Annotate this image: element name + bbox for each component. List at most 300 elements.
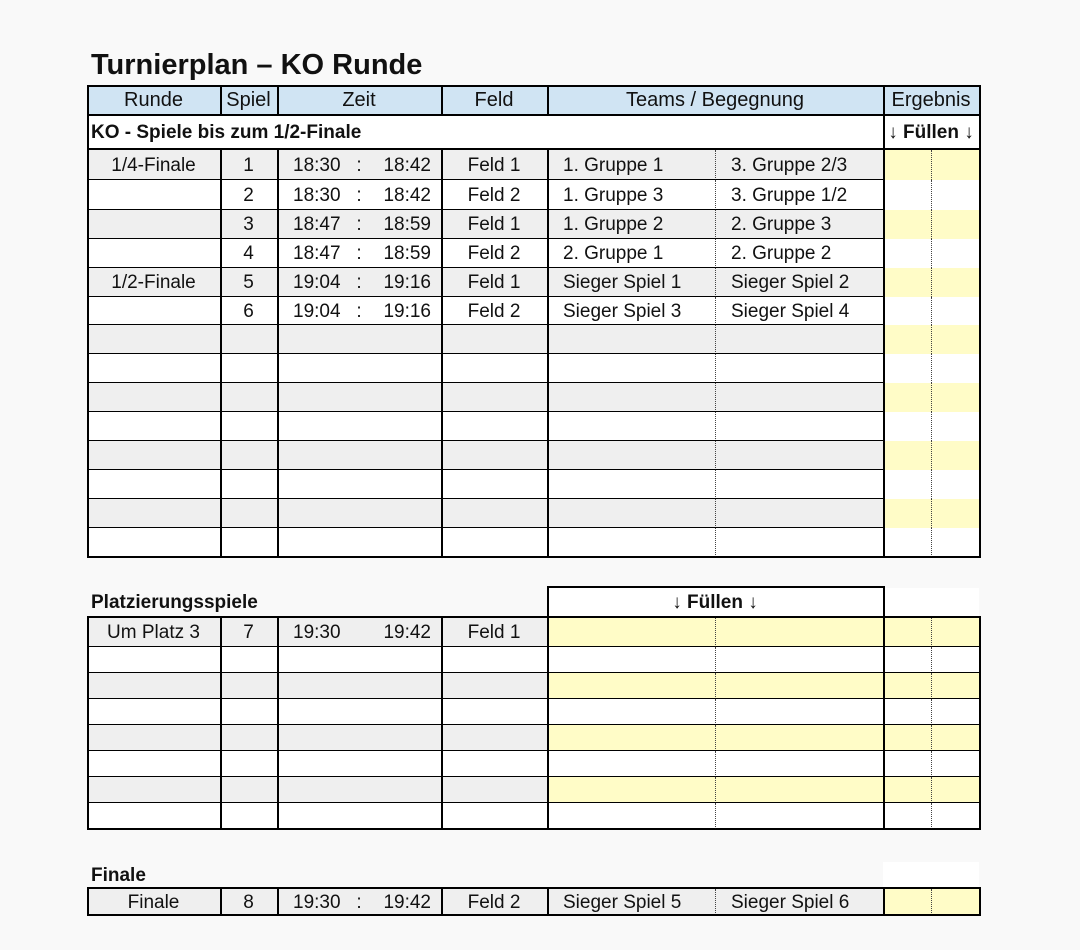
spiel-cell (220, 412, 277, 441)
team-1-cell[interactable] (547, 618, 715, 647)
team-2-cell: 2. Gruppe 2 (715, 239, 883, 268)
feld-cell: Feld 1 (441, 268, 547, 297)
dotted-divider (931, 325, 932, 354)
runde-cell (87, 647, 220, 673)
end-time: 19:42 (383, 891, 431, 913)
team-2-cell (715, 470, 883, 499)
ko-label-blank (441, 116, 883, 148)
team-1-cell (547, 470, 715, 499)
team-1-cell (547, 528, 715, 557)
end-time: 19:16 (383, 300, 431, 322)
team-2-cell: 2. Gruppe 3 (715, 210, 883, 239)
runde-cell: Um Platz 3 (87, 618, 220, 647)
score-1-input[interactable] (883, 499, 931, 528)
dotted-divider (931, 412, 932, 441)
team-1-cell: Sieger Spiel 5 (547, 889, 715, 915)
runde-cell (87, 325, 220, 354)
score-2-input[interactable] (931, 354, 979, 383)
dotted-divider (715, 499, 716, 528)
zeit-cell (277, 751, 441, 777)
dotted-divider (715, 889, 716, 915)
zeit-cell (277, 725, 441, 751)
zeit-cell (277, 470, 441, 499)
platz-section-label: Platzierungsspiele (91, 591, 258, 613)
grid-line (87, 527, 885, 528)
runde-cell (87, 180, 220, 210)
grid-line (979, 887, 981, 916)
feld-cell (441, 673, 547, 699)
feld-cell: Feld 1 (441, 150, 547, 180)
spiel-cell (220, 777, 277, 803)
feld-cell: Feld 1 (441, 618, 547, 647)
spiel-cell: 4 (220, 239, 277, 268)
dotted-divider (931, 647, 932, 673)
runde-cell: 1/2-Finale (87, 268, 220, 297)
score-1-input[interactable] (883, 354, 931, 383)
score-1-input[interactable] (883, 699, 931, 725)
zeit-cell (277, 325, 441, 354)
score-2-input[interactable] (931, 618, 979, 647)
score-2-input[interactable] (931, 150, 979, 180)
runde-cell (87, 528, 220, 557)
team-2-cell[interactable] (715, 673, 883, 699)
feld-cell (441, 647, 547, 673)
team-1-cell: Sieger Spiel 1 (547, 268, 715, 297)
end-time: 18:59 (383, 214, 431, 235)
dotted-divider (931, 777, 932, 803)
platz-ergebnis-blank (883, 588, 979, 616)
time-separator: : (356, 243, 362, 264)
score-2-input[interactable] (931, 470, 979, 499)
team-1-cell (547, 325, 715, 354)
score-2-input[interactable] (931, 528, 979, 557)
team-1-cell (547, 354, 715, 383)
start-time: 19:30 (293, 891, 341, 913)
runde-cell (87, 412, 220, 441)
grid-line (547, 85, 549, 116)
grid-line (547, 616, 549, 830)
team-1-cell (547, 441, 715, 470)
start-time: 18:47 (293, 243, 341, 264)
grid-line (87, 85, 89, 558)
grid-line (87, 353, 885, 354)
start-time: 18:30 (293, 184, 341, 206)
dotted-divider (931, 470, 932, 499)
team-2-cell[interactable] (715, 618, 883, 647)
grid-line (220, 616, 222, 830)
spiel-cell (220, 528, 277, 557)
grid-line (87, 887, 89, 916)
team-1-cell: 2. Gruppe 1 (547, 239, 715, 268)
spiel-cell: 2 (220, 180, 277, 210)
grid-line (979, 85, 981, 558)
end-time: 18:42 (383, 154, 431, 176)
score-2-input[interactable] (931, 889, 979, 915)
grid-line (883, 586, 885, 618)
score-1-input[interactable] (883, 268, 931, 297)
team-2-cell (715, 528, 883, 557)
score-1-input[interactable] (883, 751, 931, 777)
header-ergebnis: Ergebnis (883, 86, 979, 114)
header-spiel: Spiel (220, 86, 277, 114)
grid-line (277, 887, 279, 916)
team-2-cell (715, 699, 883, 725)
runde-cell: Finale (87, 889, 220, 915)
score-1-input[interactable] (883, 618, 931, 647)
team-2-cell: Sieger Spiel 6 (715, 889, 883, 915)
dotted-divider (931, 499, 932, 528)
grid-line (87, 179, 885, 180)
zeit-cell (277, 673, 441, 699)
grid-line (979, 616, 981, 830)
time-separator: : (356, 891, 362, 913)
dotted-divider (931, 751, 932, 777)
zeit-cell (277, 441, 441, 470)
zeit-cell (277, 699, 441, 725)
spiel-cell: 1 (220, 150, 277, 180)
feld-cell (441, 470, 547, 499)
grid-line (87, 411, 885, 412)
runde-cell (87, 441, 220, 470)
time-separator: : (356, 272, 362, 293)
spiel-cell (220, 383, 277, 412)
score-1-input[interactable] (883, 325, 931, 354)
grid-line (883, 85, 885, 558)
dotted-divider (931, 354, 932, 383)
team-2-cell (715, 354, 883, 383)
spiel-cell: 8 (220, 889, 277, 915)
score-2-input[interactable] (931, 777, 979, 803)
start-time: 18:47 (293, 214, 341, 235)
score-1-input[interactable] (883, 180, 931, 210)
dotted-divider (715, 470, 716, 499)
finale-section-label: Finale (91, 864, 146, 886)
dotted-divider (715, 150, 716, 180)
score-1-input[interactable] (883, 725, 931, 751)
zeit-cell (277, 383, 441, 412)
score-2-input[interactable] (931, 325, 979, 354)
end-time: 19:42 (383, 622, 431, 643)
dotted-divider (715, 297, 716, 325)
spiel-cell (220, 499, 277, 528)
score-1-input[interactable] (883, 647, 931, 673)
time-separator: : (356, 154, 362, 176)
score-1-input[interactable] (883, 383, 931, 412)
team-2-cell (715, 325, 883, 354)
spiel-cell (220, 470, 277, 499)
spiel-cell (220, 699, 277, 725)
spiel-cell: 5 (220, 268, 277, 297)
zeit-cell (277, 647, 441, 673)
score-1-input[interactable] (883, 239, 931, 268)
dotted-divider (931, 383, 932, 412)
dotted-divider (715, 383, 716, 412)
runde-cell (87, 673, 220, 699)
grid-line (220, 148, 222, 558)
grid-line (277, 616, 279, 830)
grid-line (277, 148, 279, 558)
ko-section-label: KO - Spiele bis zum 1/2-Finale (87, 116, 441, 148)
spiel-cell: 7 (220, 618, 277, 647)
runde-cell (87, 297, 220, 325)
grid-line (220, 887, 222, 916)
grid-line (87, 267, 885, 268)
runde-cell (87, 383, 220, 412)
feld-cell (441, 777, 547, 803)
score-2-input[interactable] (931, 210, 979, 239)
grid-line (441, 616, 443, 830)
grid-line (441, 887, 443, 916)
grid-line (87, 440, 885, 441)
end-time: 18:42 (383, 184, 431, 206)
runde-cell (87, 239, 220, 268)
spiel-cell (220, 325, 277, 354)
runde-cell (87, 354, 220, 383)
score-1-input[interactable] (883, 803, 931, 829)
team-2-cell[interactable] (715, 777, 883, 803)
runde-cell (87, 470, 220, 499)
start-time: 19:30 (293, 622, 341, 643)
dotted-divider (715, 618, 716, 647)
end-time: 18:59 (383, 243, 431, 264)
grid-line (87, 498, 885, 499)
runde-cell (87, 777, 220, 803)
dotted-divider (931, 528, 932, 557)
feld-cell (441, 383, 547, 412)
team-1-cell[interactable] (547, 673, 715, 699)
score-2-input[interactable] (931, 268, 979, 297)
dotted-divider (931, 699, 932, 725)
spiel-cell (220, 803, 277, 829)
team-1-cell (547, 751, 715, 777)
zeit-cell (277, 777, 441, 803)
feld-cell (441, 441, 547, 470)
team-1-cell (547, 647, 715, 673)
team-2-cell (715, 499, 883, 528)
grid-line (87, 238, 885, 239)
score-1-input[interactable] (883, 528, 931, 557)
score-2-input[interactable] (931, 751, 979, 777)
score-2-input[interactable] (931, 383, 979, 412)
dotted-divider (931, 673, 932, 699)
dotted-divider (931, 239, 932, 268)
spiel-cell (220, 751, 277, 777)
grid-line (220, 85, 222, 116)
team-2-cell (715, 441, 883, 470)
grid-line (547, 887, 549, 916)
score-1-input[interactable] (883, 441, 931, 470)
page-title: Turnierplan – KO Runde (91, 49, 423, 81)
time-separator: : (356, 184, 362, 206)
dotted-divider (931, 618, 932, 647)
feld-cell: Feld 2 (441, 239, 547, 268)
feld-cell (441, 354, 547, 383)
dotted-divider (931, 150, 932, 180)
time-separator: : (356, 214, 362, 235)
spiel-cell: 3 (220, 210, 277, 239)
score-2-input[interactable] (931, 699, 979, 725)
feld-cell (441, 325, 547, 354)
dotted-divider (931, 725, 932, 751)
team-1-cell (547, 803, 715, 829)
score-2-input[interactable] (931, 673, 979, 699)
dotted-divider (715, 180, 716, 210)
dotted-divider (931, 268, 932, 297)
spiel-cell (220, 647, 277, 673)
team-2-cell: Sieger Spiel 4 (715, 297, 883, 325)
dotted-divider (715, 268, 716, 297)
header-feld: Feld (441, 86, 547, 114)
dotted-divider (715, 239, 716, 268)
grid-line (441, 148, 443, 558)
time-separator: : (356, 300, 362, 322)
team-1-cell[interactable] (547, 725, 715, 751)
grid-line (87, 382, 885, 383)
runde-cell: 1/4-Finale (87, 150, 220, 180)
feld-cell (441, 751, 547, 777)
grid-line (883, 887, 885, 916)
dotted-divider (715, 528, 716, 557)
runde-cell (87, 210, 220, 239)
spiel-cell (220, 725, 277, 751)
dotted-divider (931, 803, 932, 829)
zeit-cell (277, 499, 441, 528)
score-2-input[interactable] (931, 297, 979, 325)
team-1-cell (547, 499, 715, 528)
score-1-input[interactable] (883, 150, 931, 180)
feld-cell: Feld 2 (441, 180, 547, 210)
score-1-input[interactable] (883, 889, 931, 915)
team-1-cell[interactable] (547, 777, 715, 803)
dotted-divider (715, 354, 716, 383)
runde-cell (87, 725, 220, 751)
dotted-divider (715, 412, 716, 441)
score-1-input[interactable] (883, 210, 931, 239)
score-1-input[interactable] (883, 412, 931, 441)
team-2-cell (715, 412, 883, 441)
dotted-divider (931, 297, 932, 325)
dotted-divider (715, 325, 716, 354)
grid-line (441, 85, 443, 116)
feld-cell (441, 499, 547, 528)
grid-line (87, 616, 89, 830)
team-2-cell (715, 751, 883, 777)
dotted-divider (931, 180, 932, 210)
grid-line (547, 586, 549, 618)
header-teams: Teams / Begegnung (547, 86, 883, 114)
feld-cell (441, 803, 547, 829)
team-2-cell (715, 803, 883, 829)
team-2-cell (715, 383, 883, 412)
team-2-cell: Sieger Spiel 2 (715, 268, 883, 297)
header-runde: Runde (87, 86, 220, 114)
score-2-input[interactable] (931, 180, 979, 210)
score-2-input[interactable] (931, 412, 979, 441)
score-2-input[interactable] (931, 441, 979, 470)
team-2-cell: 3. Gruppe 1/2 (715, 180, 883, 210)
grid-line (277, 85, 279, 116)
score-2-input[interactable] (931, 725, 979, 751)
feld-cell (441, 412, 547, 441)
zeit-cell (277, 412, 441, 441)
team-1-cell (547, 412, 715, 441)
grid-line (547, 148, 549, 558)
score-2-input[interactable] (931, 647, 979, 673)
finale-ergebnis-blank (883, 862, 979, 888)
team-1-cell: Sieger Spiel 3 (547, 297, 715, 325)
runde-cell (87, 803, 220, 829)
dotted-divider (931, 210, 932, 239)
end-time: 19:16 (383, 272, 431, 293)
score-2-input[interactable] (931, 499, 979, 528)
feld-cell: Feld 2 (441, 297, 547, 325)
feld-cell (441, 699, 547, 725)
start-time: 19:04 (293, 272, 341, 293)
ko-fill-hint: ↓ Füllen ↓ (883, 116, 979, 148)
team-1-cell: 1. Gruppe 2 (547, 210, 715, 239)
score-1-input[interactable] (883, 673, 931, 699)
team-1-cell: 1. Gruppe 1 (547, 150, 715, 180)
platz-fill-hint: ↓ Füllen ↓ (547, 588, 883, 616)
runde-cell (87, 699, 220, 725)
zeit-cell (277, 354, 441, 383)
start-time: 19:04 (293, 300, 341, 322)
feld-cell: Feld 2 (441, 889, 547, 915)
score-1-input[interactable] (883, 297, 931, 325)
team-1-cell: 1. Gruppe 3 (547, 180, 715, 210)
dotted-divider (715, 751, 716, 777)
feld-cell (441, 725, 547, 751)
zeit-cell (277, 803, 441, 829)
dotted-divider (715, 647, 716, 673)
dotted-divider (715, 673, 716, 699)
grid-line (87, 469, 885, 470)
grid-line (87, 209, 885, 210)
score-2-input[interactable] (931, 803, 979, 829)
spiel-cell: 6 (220, 297, 277, 325)
grid-line (87, 324, 885, 325)
team-1-cell (547, 699, 715, 725)
zeit-cell (277, 528, 441, 557)
dotted-divider (715, 725, 716, 751)
header-zeit: Zeit (277, 86, 441, 114)
dotted-divider (931, 889, 932, 915)
score-1-input[interactable] (883, 470, 931, 499)
dotted-divider (715, 699, 716, 725)
spiel-cell (220, 673, 277, 699)
start-time: 18:30 (293, 154, 341, 176)
score-1-input[interactable] (883, 777, 931, 803)
spiel-cell (220, 441, 277, 470)
runde-cell (87, 499, 220, 528)
runde-cell (87, 751, 220, 777)
team-2-cell: 3. Gruppe 2/3 (715, 150, 883, 180)
dotted-divider (715, 210, 716, 239)
feld-cell (441, 528, 547, 557)
spiel-cell (220, 354, 277, 383)
feld-cell: Feld 1 (441, 210, 547, 239)
team-2-cell[interactable] (715, 725, 883, 751)
grid-line (883, 616, 885, 830)
team-1-cell (547, 383, 715, 412)
team-2-cell (715, 647, 883, 673)
dotted-divider (715, 777, 716, 803)
dotted-divider (931, 441, 932, 470)
dotted-divider (715, 803, 716, 829)
grid-line (87, 296, 885, 297)
grid-line (547, 586, 885, 588)
score-2-input[interactable] (931, 239, 979, 268)
